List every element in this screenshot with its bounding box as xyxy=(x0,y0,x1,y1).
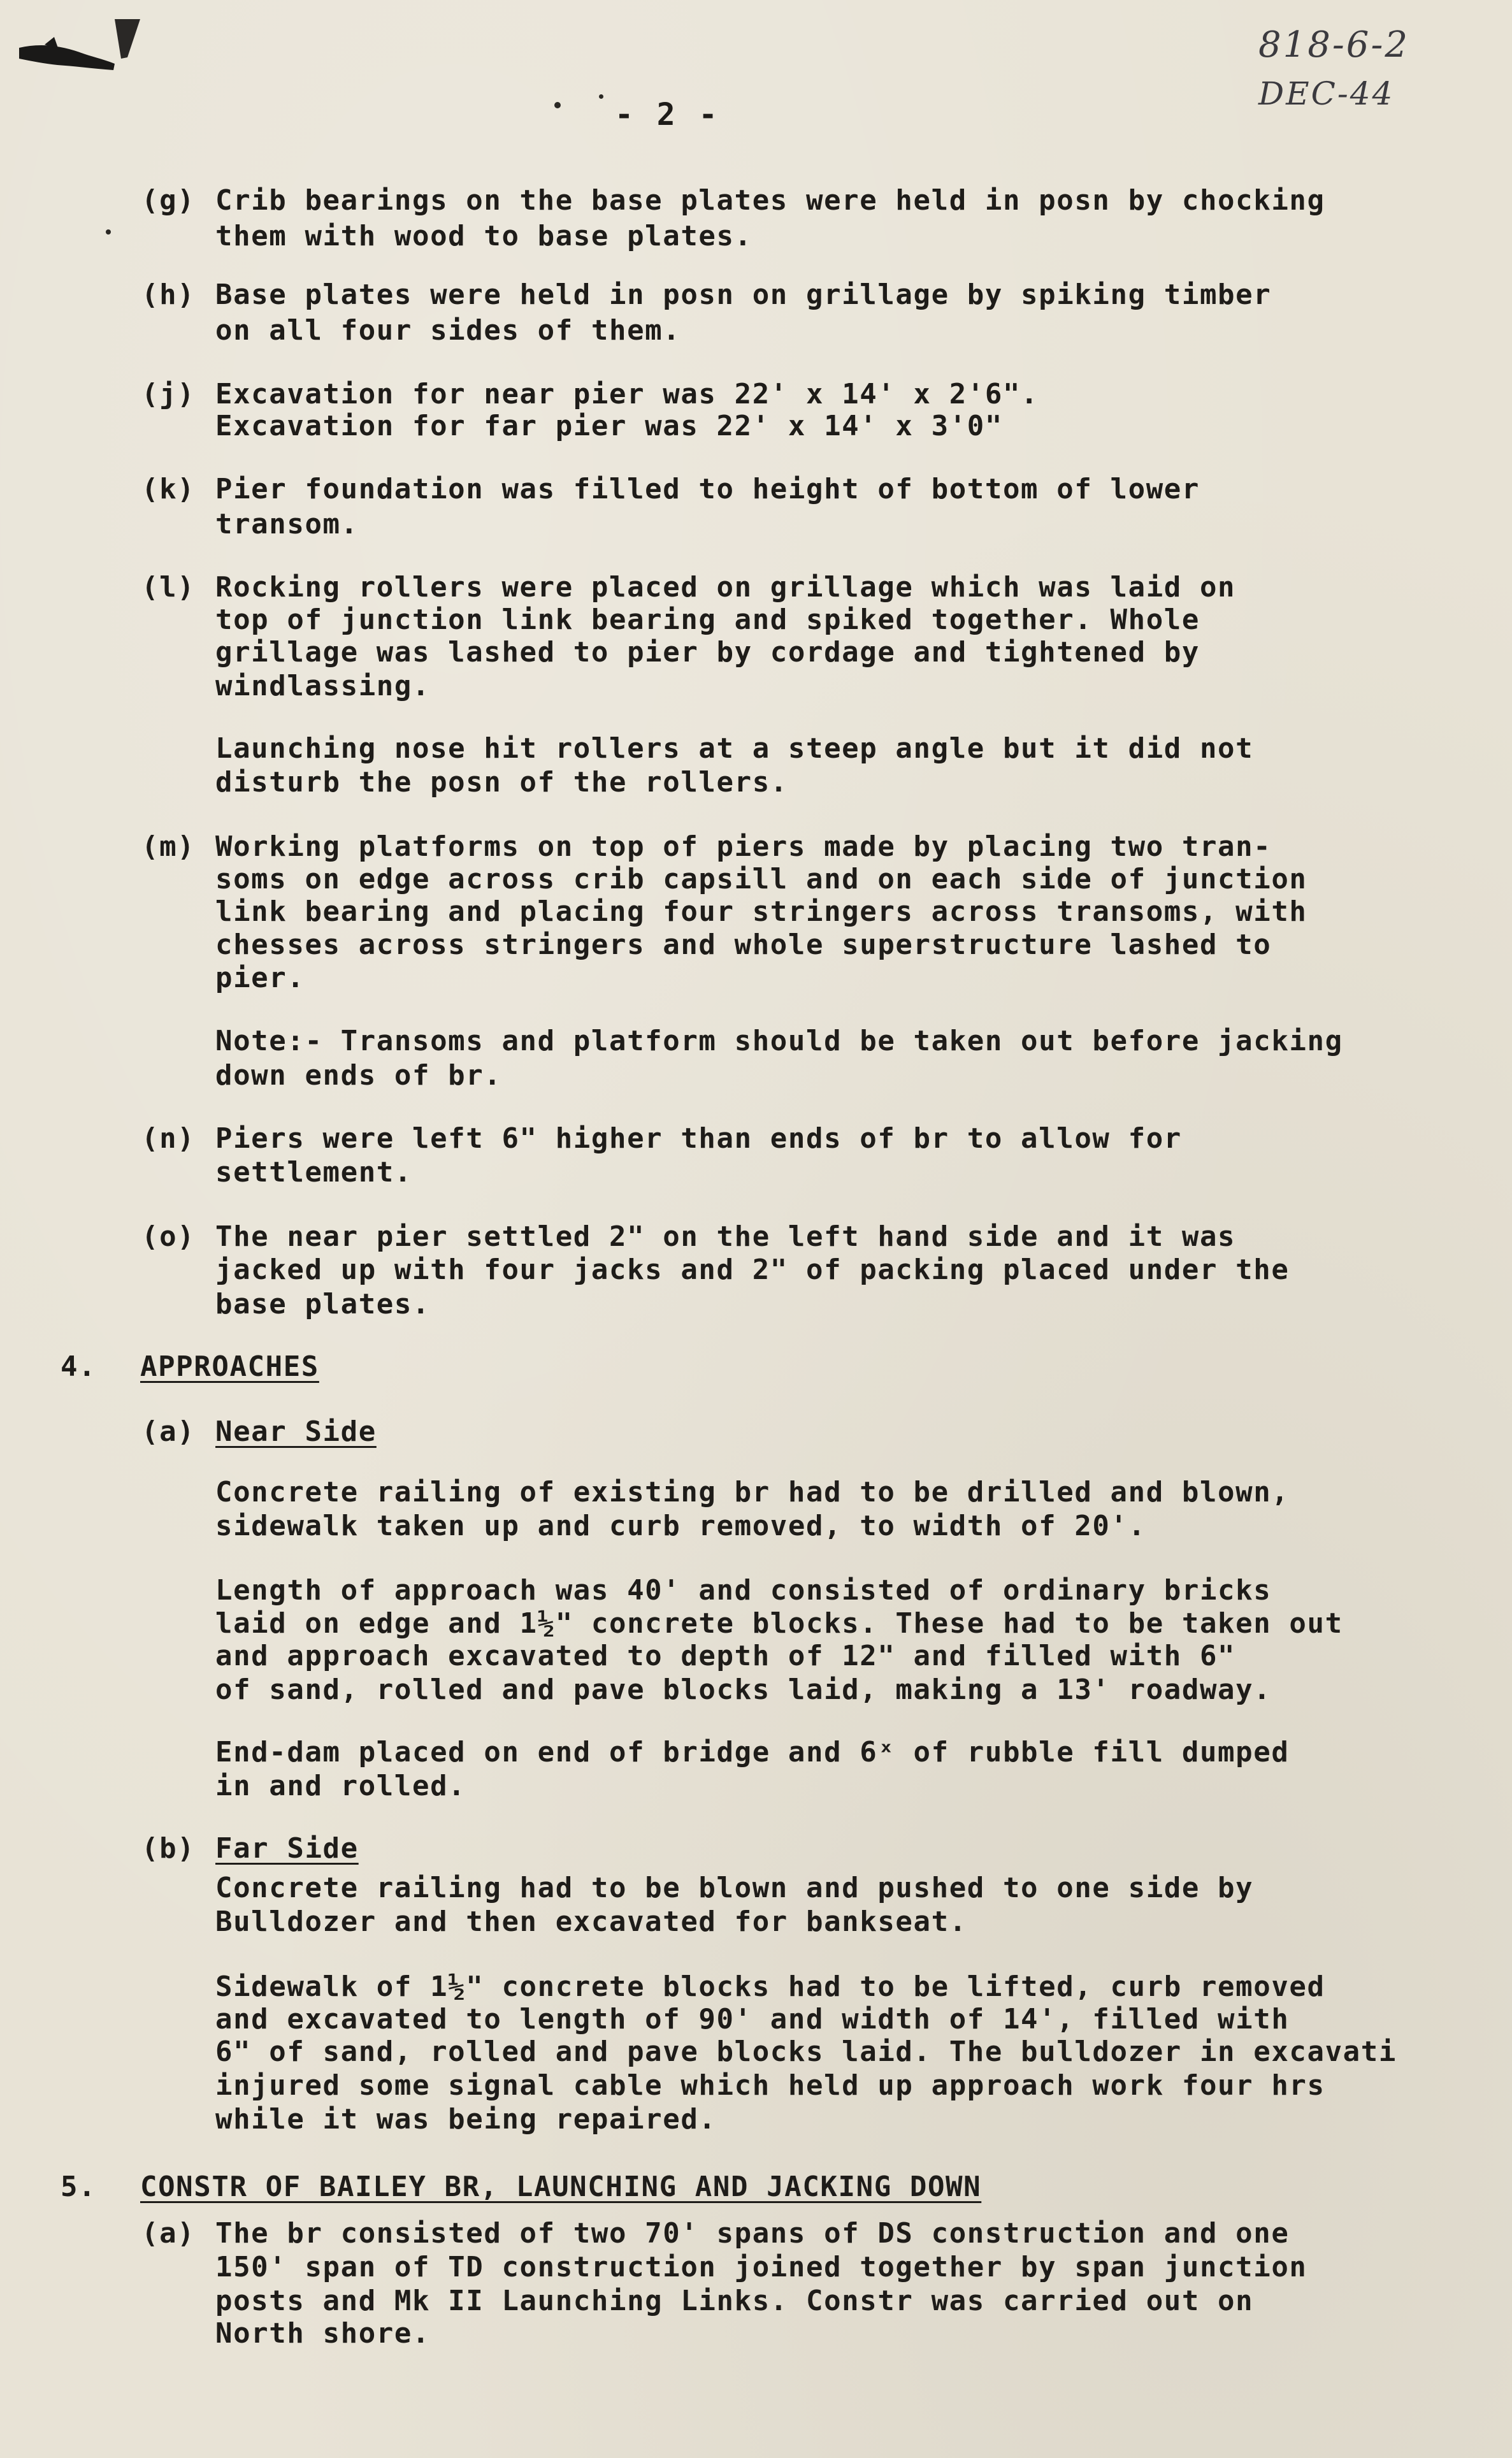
text-line: Note:- Transoms and platform should be taken out before jacking xyxy=(215,1025,1343,1057)
ink-smudge-mark xyxy=(19,19,140,96)
text-line: Sidewalk of 1½" concrete blocks had to be lifted, curb removed xyxy=(215,1970,1325,2003)
item-label-n: (n) xyxy=(141,1122,196,1155)
item-label-k: (k) xyxy=(141,473,196,505)
text-line: jacked up with four jacks and 2" of packing placed under the xyxy=(215,1254,1290,1286)
text-line: on all four sides of them. xyxy=(215,314,681,347)
subsection-heading: Near Side xyxy=(215,1415,377,1448)
text-line: down ends of br. xyxy=(215,1059,502,1092)
text-line: Rocking rollers were placed on grillage which was laid on xyxy=(215,571,1236,604)
item-label-l: (l) xyxy=(141,571,196,604)
text-line: posts and Mk II Launching Links. Constr was carried out on xyxy=(215,2285,1254,2317)
text-line: Length of approach was 40' and consisted of ordinary bricks xyxy=(215,1574,1272,1607)
text-line: settlement. xyxy=(215,1156,412,1189)
text-line: and approach excavated to depth of 12" and filled with 6" xyxy=(215,1640,1236,1672)
item-label-a: (a) xyxy=(141,1415,196,1448)
item-label-m: (m) xyxy=(141,830,196,863)
text-line: pier. xyxy=(215,962,305,994)
section-number: 4. xyxy=(61,1350,97,1383)
text-line: injured some signal cable which held up approach work four hrs xyxy=(215,2069,1325,2102)
text-line: disturb the posn of the rollers. xyxy=(215,766,788,799)
text-line: Excavation for far pier was 22' x 14' x 3'0" xyxy=(215,410,1003,442)
text-line: them with wood to base plates. xyxy=(215,220,752,252)
item-label-j: (j) xyxy=(141,378,196,410)
item-label-b: (b) xyxy=(141,1832,196,1865)
text-line: Concrete railing of existing br had to be drilled and blown, xyxy=(215,1476,1290,1508)
item-label-g: (g) xyxy=(141,184,196,217)
reference-number-handwritten: 818-6-2 xyxy=(1258,24,1409,66)
subsection-heading: Far Side xyxy=(215,1832,359,1865)
text-line: sidewalk taken up and curb removed, to width of 20'. xyxy=(215,1510,1146,1542)
text-line: Crib bearings on the base plates were held in posn by chocking xyxy=(215,184,1325,217)
text-line: Excavation for near pier was 22' x 14' x 2'6". xyxy=(215,378,1039,410)
item-label-o: (o) xyxy=(141,1220,196,1253)
text-line: transom. xyxy=(215,508,359,540)
section-number: 5. xyxy=(61,2171,97,2203)
text-line: grillage was lashed to pier by cordage and tightened by xyxy=(215,636,1200,669)
text-line: The near pier settled 2" on the left hand side and it was xyxy=(215,1220,1236,1253)
ink-dot xyxy=(554,102,561,108)
text-line: and excavated to length of 90' and width of 14', filled with xyxy=(215,2003,1290,2035)
text-line: Working platforms on top of piers made by placing two tran- xyxy=(215,830,1272,863)
text-line: 150' span of TD construction joined together by span junction xyxy=(215,2251,1307,2283)
section-heading: CONSTR OF BAILEY BR, LAUNCHING AND JACKING DOWN xyxy=(140,2171,982,2203)
text-line: 6" of sand, rolled and pave blocks laid. The bulldozer in excavati xyxy=(215,2035,1397,2068)
item-label-a: (a) xyxy=(141,2217,196,2250)
text-line: Piers were left 6" higher than ends of br to allow for xyxy=(215,1122,1182,1155)
ink-dot xyxy=(599,94,603,99)
text-line: in and rolled. xyxy=(215,1770,466,1802)
text-line: Bulldozer and then excavated for bankseat. xyxy=(215,1905,967,1938)
text-line: chesses across stringers and whole superstructure lashed to xyxy=(215,929,1272,961)
text-line: Pier foundation was filled to height of bottom of lower xyxy=(215,473,1200,505)
text-line: of sand, rolled and pave blocks laid, making a 13' roadway. xyxy=(215,1674,1272,1706)
text-line: Concrete railing had to be blown and pushed to one side by xyxy=(215,1872,1254,1904)
text-line: End-dam placed on end of bridge and 6ˣ of rubble fill dumped xyxy=(215,1736,1290,1768)
text-line: laid on edge and 1½" concrete blocks. These had to be taken out xyxy=(215,1607,1343,1640)
text-line: while it was being repaired. xyxy=(215,2103,717,2136)
reference-date-handwritten: DEC-44 xyxy=(1258,75,1395,112)
text-line: link bearing and placing four stringers across transoms, with xyxy=(215,895,1307,928)
section-heading: APPROACHES xyxy=(140,1350,319,1383)
text-line: top of junction link bearing and spiked together. Whole xyxy=(215,604,1200,636)
text-line: Base plates were held in posn on grillage by spiking timber xyxy=(215,278,1272,311)
ink-dot xyxy=(106,229,111,235)
text-line: windlassing. xyxy=(215,670,431,702)
page-number: - 2 - xyxy=(615,97,720,133)
text-line: soms on edge across crib capsill and on each side of junction xyxy=(215,863,1307,895)
text-line: base plates. xyxy=(215,1288,431,1320)
text-line: The br consisted of two 70' spans of DS construction and one xyxy=(215,2217,1290,2250)
text-line: Launching nose hit rollers at a steep angle but it did not xyxy=(215,732,1254,765)
item-label-h: (h) xyxy=(141,278,196,311)
text-line: North shore. xyxy=(215,2317,431,2350)
